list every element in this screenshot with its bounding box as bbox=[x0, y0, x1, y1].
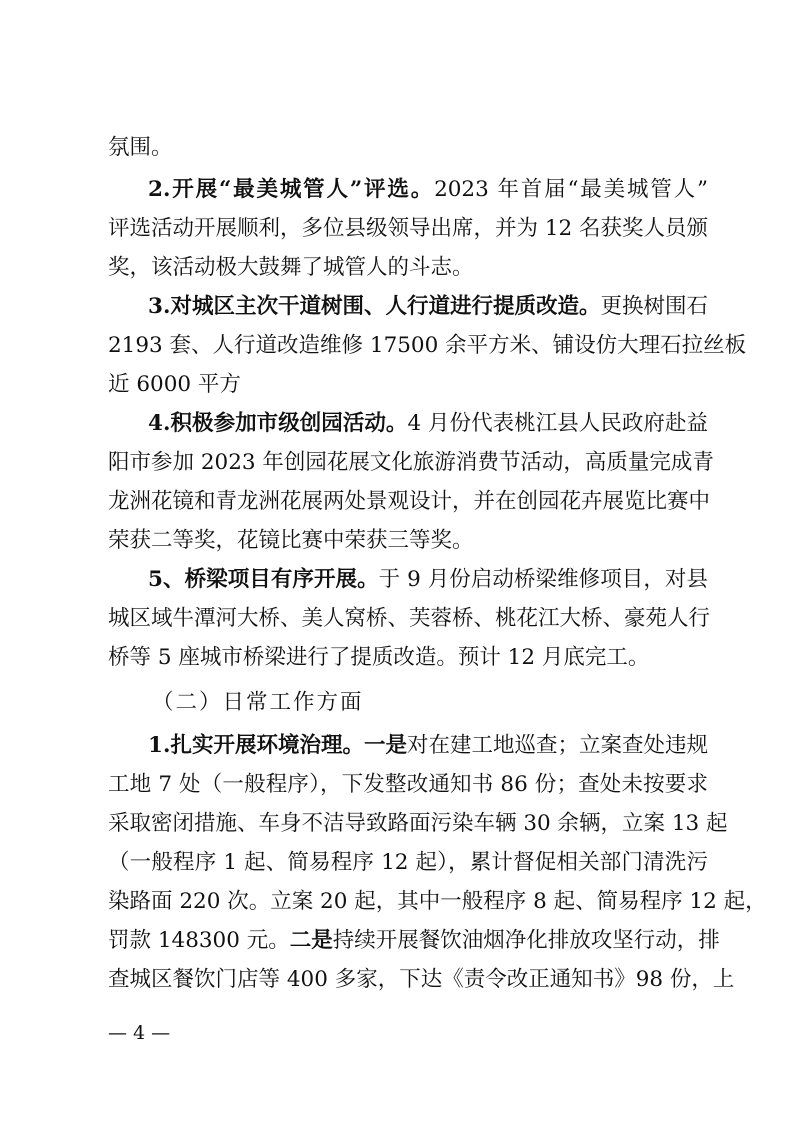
text: 更换树围石 bbox=[600, 294, 708, 319]
paragraph-line: 查城区餐饮门店等 400 多家，下达《责令改正通知书》98 份，上 bbox=[108, 967, 735, 992]
section-heading: 1.扎实开展环境治理。 bbox=[148, 733, 364, 758]
paragraph-line bbox=[108, 133, 708, 163]
section-heading: 5、桥梁项目有序开展。 bbox=[148, 567, 379, 592]
paragraph-line: 阳市参加 2023 年创园花展文化旅游消费节活动，高质量完成青 bbox=[108, 450, 714, 475]
paragraph-line: 2193 套、人行道改造维修 17500 余平方米、铺设仿大理石拉丝板 bbox=[108, 333, 747, 358]
subsection-heading: （二）日常工作方面 bbox=[152, 690, 364, 715]
text: 氛围。 bbox=[108, 135, 173, 160]
text: 罚款 148300 元。 bbox=[108, 928, 290, 953]
paragraph-line: 染路面 220 次。立案 20 起，其中一般程序 8 起、简易程序 12 起， bbox=[108, 889, 767, 914]
text: 2023 年首届“最美城管人” bbox=[434, 177, 708, 202]
paragraph-line bbox=[148, 292, 708, 322]
paragraph-line: 奖，该活动极大鼓舞了城管人的斗志。 bbox=[108, 255, 474, 280]
paragraph-line: 评选活动开展顺利，多位县级领导出席，并为 12 名获奖人员颁 bbox=[108, 216, 709, 241]
section-heading: 3.对城区主次干道树围、人行道进行提质改造。 bbox=[148, 294, 601, 319]
text: 对在建工地巡查；立案查处违规 bbox=[406, 733, 708, 758]
text: 持续开展餐饮油烟净化排放攻坚行动，排 bbox=[332, 928, 720, 953]
text: 于 9 月份启动桥梁维修项目，对县 bbox=[378, 567, 708, 592]
paragraph-line bbox=[148, 565, 708, 595]
paragraph-line bbox=[148, 175, 708, 205]
enum-marker: 二是 bbox=[289, 928, 333, 953]
section-heading: 2.开展“最美城管人”评选。 bbox=[148, 177, 435, 202]
page-number: — 4 — bbox=[108, 1022, 171, 1044]
paragraph-line: 荣获二等奖，花镜比赛中荣获三等奖。 bbox=[108, 528, 474, 553]
paragraph-line: 桥等 5 座城市桥梁进行了提质改造。预计 12 月底完工。 bbox=[108, 645, 650, 670]
paragraph-line bbox=[148, 731, 708, 761]
enum-marker: 一是 bbox=[363, 733, 407, 758]
paragraph-line: 城区域牛潭河大桥、美人窝桥、芙蓉桥、桃花江大桥、豪苑人行 bbox=[108, 606, 711, 631]
section-heading: 4.积极参加市级创园活动。 bbox=[148, 411, 408, 436]
paragraph-line bbox=[148, 409, 708, 439]
paragraph-line: 工地 7 处（一般程序），下发整改通知书 86 份；查处未按要求 bbox=[108, 772, 708, 797]
paragraph-line: 近 6000 平方 bbox=[108, 372, 241, 397]
paragraph-line: （一般程序 1 起、简易程序 12 起），累计督促相关部门清洗污 bbox=[108, 850, 708, 875]
text: 4 月份代表桃江县人民政府赴益 bbox=[407, 411, 709, 436]
paragraph-line bbox=[108, 926, 720, 956]
paragraph-line: 龙洲花镜和青龙洲花展两处景观设计，并在创园花卉展览比赛中 bbox=[108, 489, 711, 514]
paragraph-line: 采取密闭措施、车身不洁导致路面污染车辆 30 余辆，立案 13 起 bbox=[108, 811, 728, 836]
